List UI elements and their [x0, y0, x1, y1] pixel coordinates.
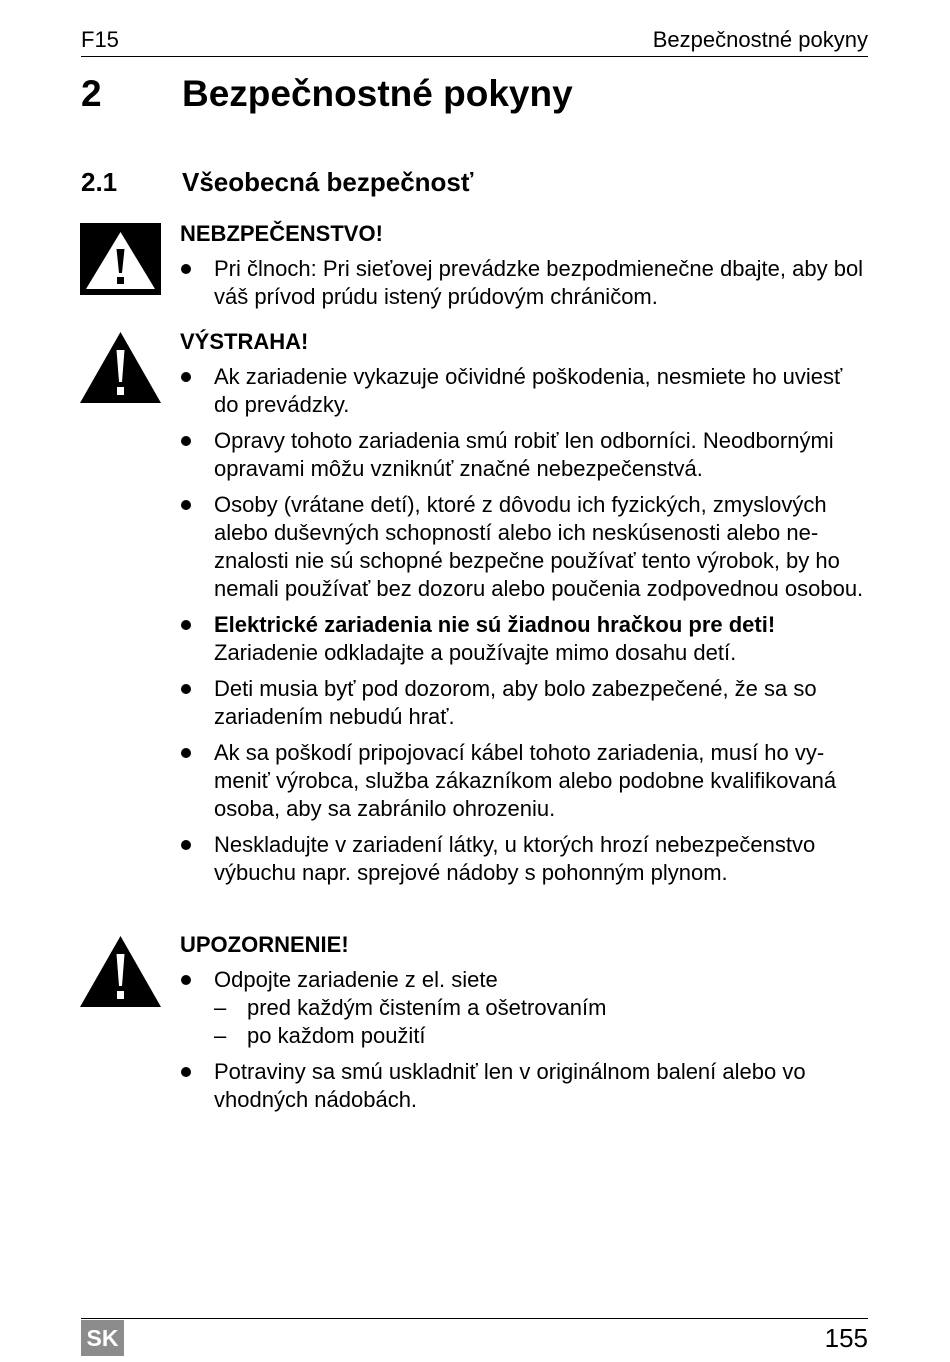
list-item-text: Deti musia byť pod dozorom, aby bolo zabezpečené, že sa so zariadením nebudú hrať. [214, 676, 817, 729]
list-item [180, 1058, 870, 1114]
list-item [180, 675, 870, 731]
sub-item [214, 1022, 870, 1050]
caution-label: UPOZORNENIE! [180, 932, 349, 957]
list-item-text: Potraviny sa smú uskladniť len v originálnom balení alebo vo vhodných nádobách. [214, 1059, 806, 1112]
danger-warning-icon [80, 223, 161, 295]
page-header-section: Bezpečnostné pokyny [652, 27, 868, 52]
page-header-model: F15 [81, 27, 119, 52]
caution-list [180, 966, 870, 1114]
warning-block [180, 328, 870, 887]
caution-block [180, 931, 870, 1114]
bullet-icon [181, 500, 191, 510]
footer-rule [81, 1318, 868, 1319]
dash-marker: – [214, 995, 227, 1020]
danger-block [180, 220, 870, 311]
list-item-text: Osoby (vrátane detí), ktoré z dôvodu ich fyzických, zmyslových alebo duševných schopností alebo ich neskúsenosti alebo neznalosti nie sú schopné bezpečne používať tento výrobok, by ho nemali používať bez dozoru alebo poučenia zodpovednou osobou. [214, 492, 864, 601]
language-badge: SK [81, 1320, 124, 1356]
danger-list [180, 255, 870, 311]
list-item [180, 739, 870, 823]
bullet-icon [181, 264, 191, 274]
bullet-icon [181, 620, 191, 630]
bullet-icon [181, 748, 191, 758]
list-item-text: Neskladujte v zariadení látky, u ktorých hrozí nebezpečenstvo výbuchu napr. sprejové nádoby s pohonným plynom. [214, 832, 816, 885]
list-item [180, 966, 870, 1050]
header-rule [81, 56, 868, 57]
list-item [180, 363, 870, 419]
list-item [180, 831, 870, 887]
dash-marker: – [214, 1023, 227, 1048]
list-item [180, 611, 870, 667]
bullet-icon [181, 684, 191, 694]
list-item [180, 255, 870, 311]
page-number: 155 [824, 1323, 868, 1353]
sub-item-text: po každom použití [247, 1023, 426, 1048]
sub-item-text: pred každým čistením a ošetrovaním [247, 995, 607, 1020]
section-number: 2.1 [81, 167, 118, 197]
bullet-icon [181, 975, 191, 985]
bullet-icon [181, 840, 191, 850]
warning-label: VÝSTRAHA! [180, 329, 309, 354]
chapter-number: 2 [81, 73, 102, 114]
caution-triangle-icon [80, 936, 161, 1008]
list-item-text: Opravy tohoto zariadenia smú robiť len odborníci. Neodbornými opravami môžu vzniknúť značné nebezpečenstvá. [214, 428, 834, 481]
warning-list [180, 363, 870, 887]
bullet-icon [181, 372, 191, 382]
sub-item [214, 994, 870, 1022]
list-item [180, 491, 870, 603]
bullet-icon [181, 1067, 191, 1077]
list-item-text: Ak sa poškodí pripojovací kábel tohoto zariadenia, musí ho vymeniť výrobca, služba zákazníkom alebo podobne kvalifikovaná osoba, aby sa zabránilo ohrozeniu. [214, 740, 837, 821]
list-item-text: Zariadenie odkladajte a používajte mimo dosahu detí. [214, 640, 737, 665]
danger-label: NEBZPEČENSTVO! [180, 221, 383, 246]
list-item [180, 427, 870, 483]
list-item-text: Pri člnoch: Pri sieťovej prevádzke bezpodmienečne dbajte, aby bol váš prívod prúdu istený prúdovým chráničom. [214, 256, 864, 309]
section-title: Všeobecná bezpečnosť [182, 167, 474, 197]
chapter-title: Bezpečnostné pokyny [182, 73, 573, 114]
list-item-text: Odpojte zariadenie z el. siete [214, 967, 498, 992]
bullet-icon [181, 436, 191, 446]
list-item-text: Ak zariadenie vykazuje očividné poškodenia, nesmiete ho uviesť do prevádzky. [214, 364, 843, 417]
list-item-bold-text: Elektrické zariadenia nie sú žiadnou hračkou pre deti! [214, 612, 776, 637]
warning-triangle-icon [80, 332, 161, 404]
